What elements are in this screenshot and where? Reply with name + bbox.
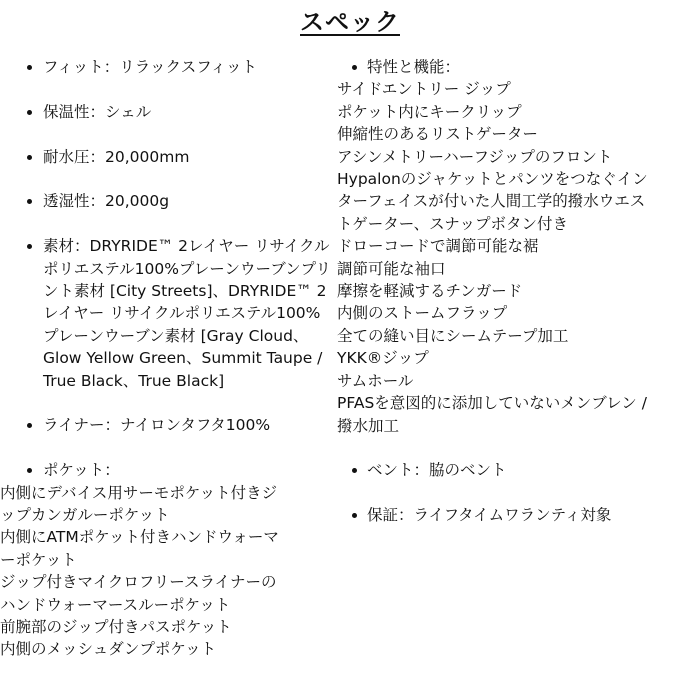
feature-line: 全ての縫い目にシームテープ加工	[337, 326, 569, 345]
feature-line: ドローコードで調節可能な裾	[337, 237, 539, 256]
spec-left-column	[0, 56, 335, 661]
spec-waterproof-rating: 耐水圧：20,000mm	[15, 146, 335, 168]
pocket-line: ーポケット	[0, 550, 77, 569]
feature-line: 撥水加工	[337, 416, 400, 435]
pocket-line: 内側にATMポケット付きハンドウォーマ	[0, 528, 279, 547]
pocket-line: ジップ付きマイクロフリースライナーの	[0, 573, 277, 592]
pocket-list	[0, 482, 335, 661]
spec-material: 素材：DRYRIDE™ 2レイヤー リサイクルポリエステル100%プレーンウーブンプリント素材 [City Streets]、DRYRIDE™ 2レイヤー リサイクルポリエステル100%プレーンウーブン素材 [Gray Cloud、Glow Yellow Green、Summit Taupe / True Black、True Black]	[15, 235, 335, 392]
feature-line: ターフェイスが付いた人間工学的撥水ウエス	[337, 192, 646, 211]
feature-line: サムホール	[337, 371, 414, 390]
spec-right-column	[337, 56, 689, 527]
spacer	[337, 482, 689, 504]
spacer	[337, 437, 689, 459]
pocket-line: ップカンガルーポケット	[0, 506, 170, 525]
feature-line: Hypalonのジャケットとパンツをつなぐイン	[337, 170, 648, 189]
feature-line: サイドエントリー ジップ	[337, 80, 511, 99]
pocket-line: 内側のメッシュダンプポケット	[0, 640, 217, 659]
spec-vent: ベント：脇のベント	[337, 459, 689, 481]
spec-pocket-heading: ポケット：	[15, 459, 335, 481]
feature-line: トゲーター、スナップボタン付き	[337, 214, 568, 233]
feature-line: 摩擦を軽減するチンガード	[337, 282, 523, 301]
spec-warranty: 保証：ライフタイムワランティ対象	[337, 504, 689, 526]
feature-line: YKK®ジップ	[337, 349, 429, 368]
spec-liner: ライナー：ナイロンタフタ100%	[15, 414, 335, 436]
page-title: スペック	[300, 8, 400, 36]
spec-insulation: 保温性：シェル	[15, 101, 335, 123]
pocket-line: 内側にデバイス用サーモポケット付きジ	[0, 483, 278, 502]
feature-line: PFASを意図的に添加していないメンブレン /	[337, 394, 647, 413]
feature-line: アシンメトリーハーフジップのフロント	[337, 147, 613, 166]
feature-list	[337, 78, 689, 437]
spec-features-heading: 特性と機能：	[337, 56, 689, 78]
pocket-line: ハンドウォーマースルーポケット	[0, 595, 231, 614]
feature-line: 調節可能な袖口	[337, 259, 446, 278]
feature-line: 内側のストームフラップ	[337, 304, 508, 323]
spec-fit: フィット：リラックスフィット	[15, 56, 335, 78]
spec-breathability: 透湿性：20,000g	[15, 190, 335, 212]
feature-line: ポケット内にキークリップ	[337, 102, 522, 121]
feature-line: 伸縮性のあるリストゲーター	[337, 125, 538, 144]
pocket-line: 前腕部のジップ付きパスポケット	[0, 618, 232, 637]
